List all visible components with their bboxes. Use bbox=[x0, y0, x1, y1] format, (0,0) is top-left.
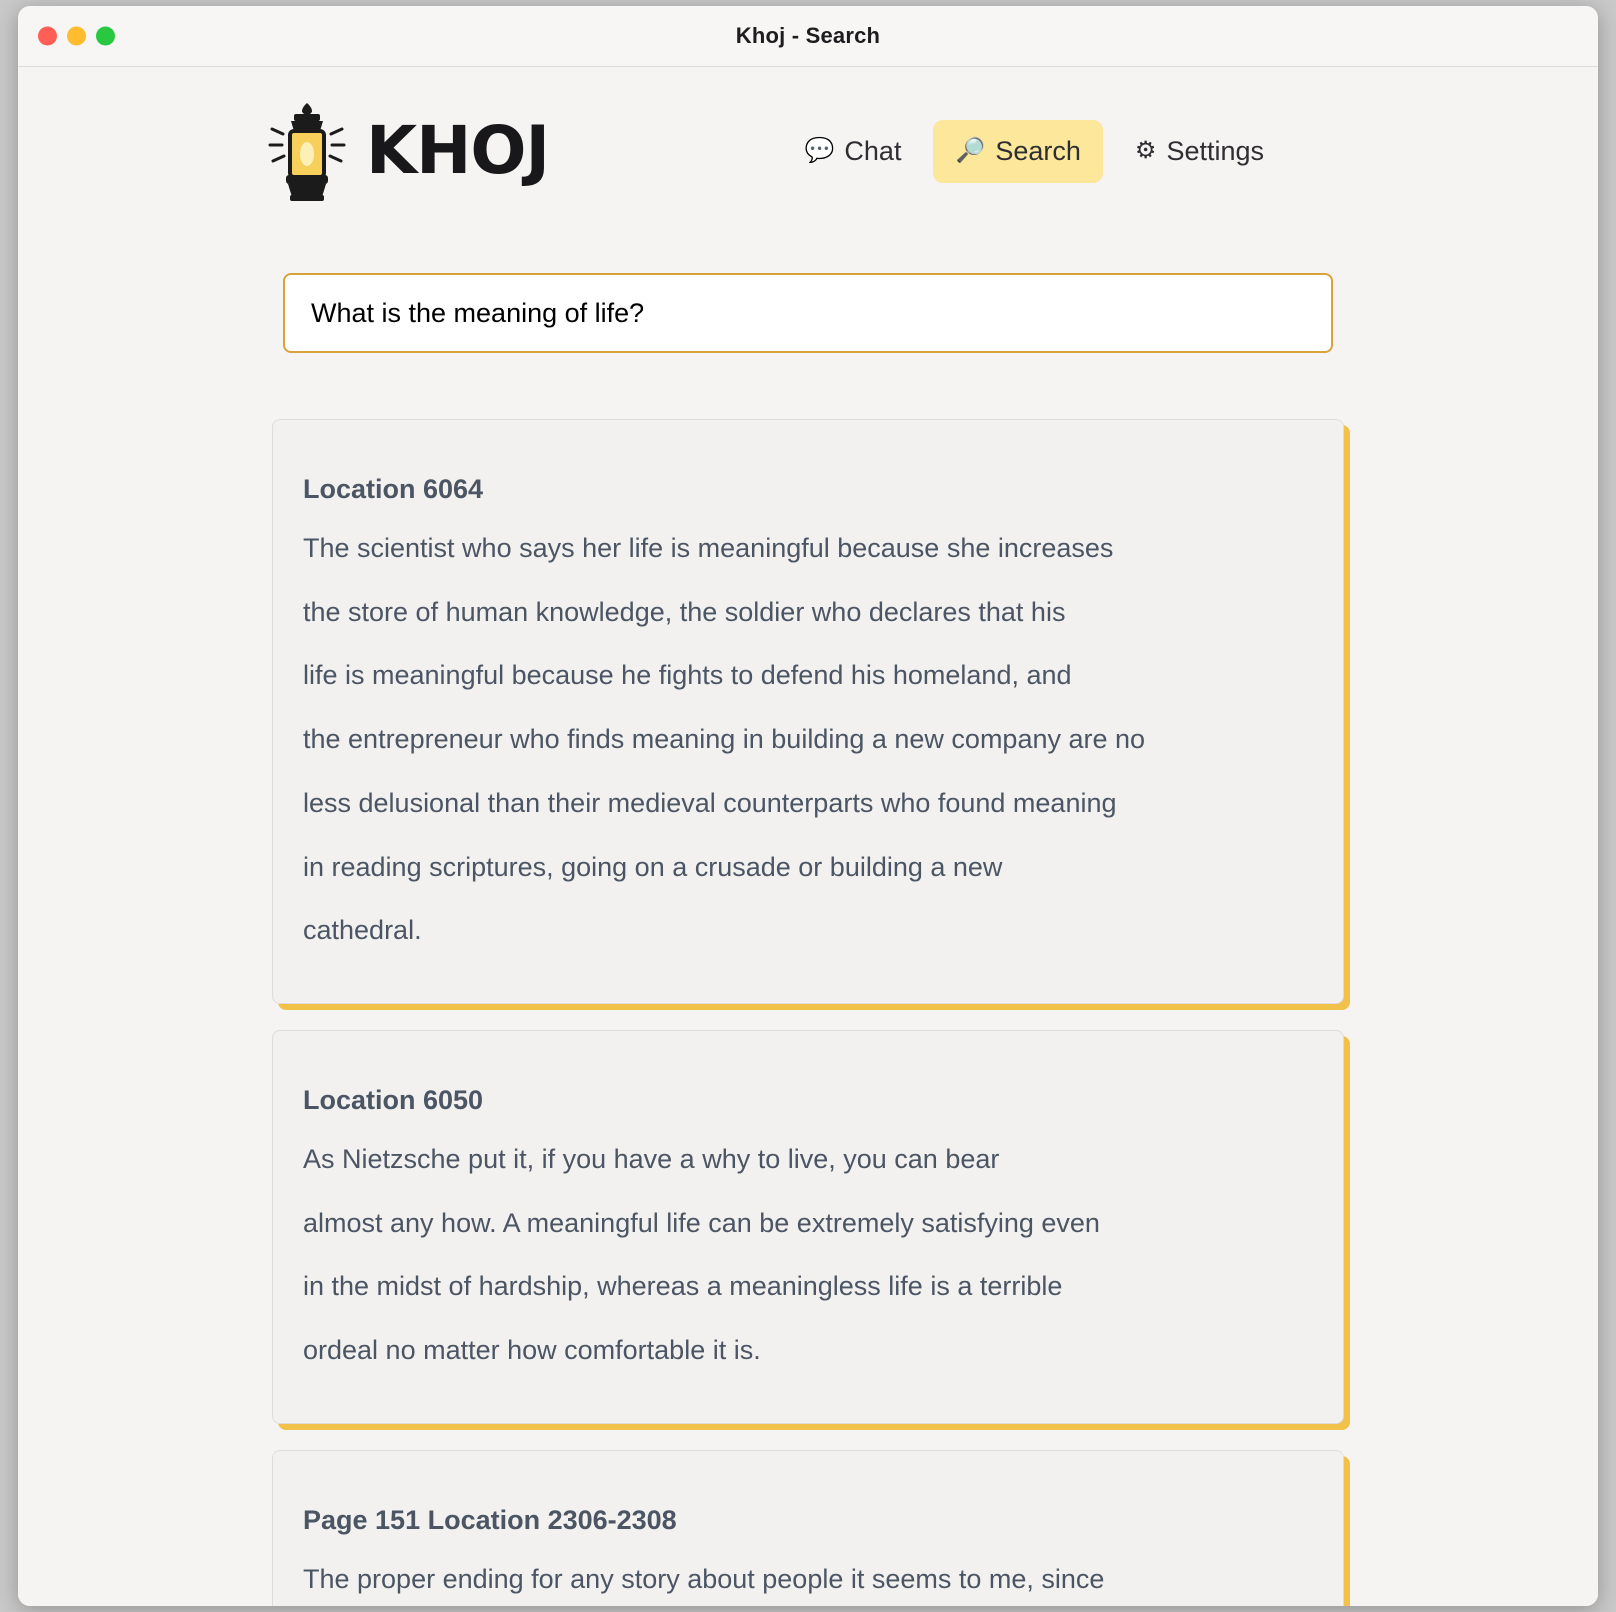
result-title: Location 6064 bbox=[303, 474, 484, 504]
result-line: the store of human knowledge, the soldier who declares that his bbox=[303, 596, 1066, 627]
result-line: in the midst of hardship, whereas a meaningless life is a terrible bbox=[303, 1271, 1063, 1302]
result-line: As Nietzsche put it, if you have a why to live, you can bear bbox=[303, 1144, 1000, 1175]
result-line: cathedral. bbox=[303, 915, 422, 946]
result-line: The proper ending for any story about people it seems to me, since bbox=[303, 1563, 1105, 1594]
chat-bubble-icon: 💬 bbox=[804, 137, 835, 164]
search-box[interactable] bbox=[283, 273, 1333, 353]
result-card[interactable] bbox=[272, 1030, 1344, 1424]
app-header bbox=[18, 67, 1598, 203]
nav-item-settings[interactable] bbox=[1113, 120, 1286, 183]
vertical-scrollbar[interactable] bbox=[1589, 67, 1598, 1606]
lantern-icon bbox=[264, 99, 350, 203]
main-nav bbox=[783, 120, 1286, 183]
nav-item-settings-label: Settings bbox=[1166, 135, 1264, 166]
nav-item-search[interactable] bbox=[933, 120, 1102, 183]
result-line: the entrepreneur who finds meaning in building a new company are no bbox=[303, 724, 1146, 755]
title-bar bbox=[18, 6, 1598, 67]
result-card[interactable] bbox=[272, 1450, 1344, 1606]
result-line: in reading scriptures, going on a crusade or building a new bbox=[303, 851, 1003, 882]
search-input[interactable] bbox=[309, 297, 1307, 330]
result-card[interactable] bbox=[272, 419, 1344, 1004]
window-controls bbox=[38, 27, 115, 46]
close-window-button[interactable] bbox=[38, 27, 57, 46]
brand-name: KHOJ bbox=[366, 112, 550, 189]
result-line: The scientist who says her life is meaningful because she increases bbox=[303, 533, 1114, 563]
gear-icon: ⚙ bbox=[1134, 137, 1157, 164]
result-line: life is meaningful because he fights to defend his homeland, and bbox=[303, 660, 1072, 691]
search-area bbox=[18, 273, 1598, 353]
result-title: Page 151 Location 2306-2308 bbox=[303, 1504, 677, 1535]
result-title: Location 6050 bbox=[303, 1085, 484, 1116]
nav-item-search-label: Search bbox=[995, 135, 1081, 166]
nav-item-chat[interactable] bbox=[783, 120, 924, 183]
maximize-window-button[interactable] bbox=[96, 27, 115, 46]
magnifier-icon: 🔎 bbox=[955, 137, 986, 164]
brand bbox=[264, 99, 549, 203]
result-line: less delusional than their medieval counterparts who found meaning bbox=[303, 787, 1117, 818]
nav-item-chat-label: Chat bbox=[844, 135, 902, 166]
result-line: ordeal no matter how comfortable it is. bbox=[303, 1335, 761, 1366]
app-window bbox=[18, 6, 1598, 1606]
minimize-window-button[interactable] bbox=[67, 27, 86, 46]
window-title: Khoj - Search bbox=[735, 23, 881, 48]
result-line: almost any how. A meaningful life can be extremely satisfying even bbox=[303, 1207, 1100, 1238]
search-results-list bbox=[272, 419, 1344, 1606]
app-content bbox=[18, 67, 1598, 1606]
